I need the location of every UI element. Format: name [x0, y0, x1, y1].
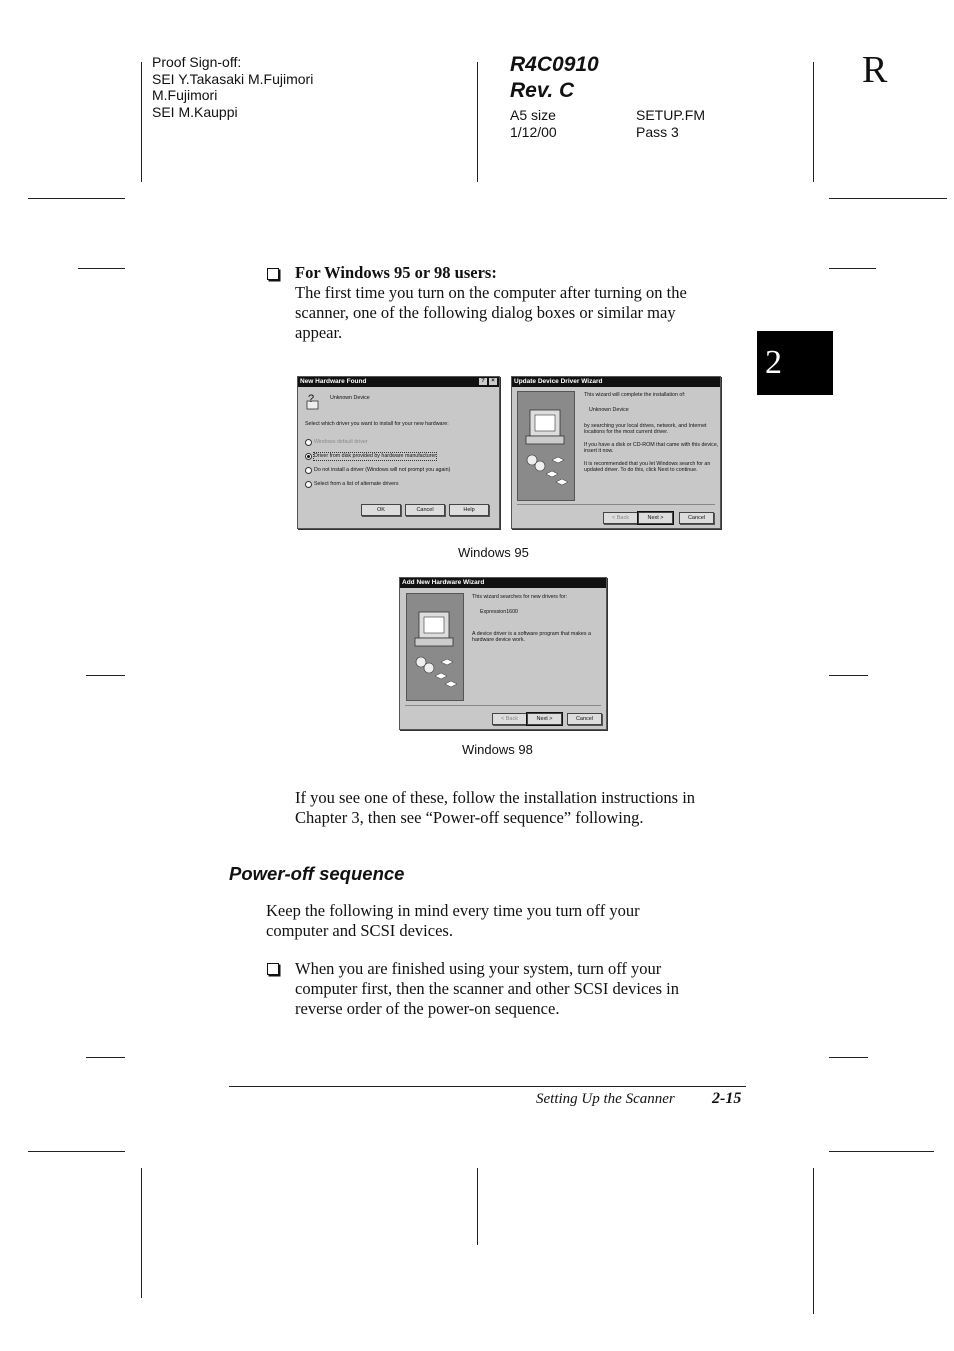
- computer-cd-icon: [518, 392, 574, 500]
- wizard-line: If you have a disk or CD-ROM that came with this device,: [584, 442, 719, 448]
- divider: [405, 705, 601, 706]
- doc-pass: Pass 3: [636, 123, 679, 140]
- crop-mark: [829, 1151, 934, 1152]
- doc-meta-right: [636, 107, 705, 140]
- radio-default-driver[interactable]: [305, 439, 312, 446]
- crop-mark: [829, 268, 876, 269]
- crop-mark: [813, 62, 814, 182]
- footer-title: Setting Up the Scanner: [536, 1091, 675, 1107]
- doc-meta-left: [510, 107, 557, 140]
- doc-code: R4C0910: [510, 53, 599, 76]
- footer-rule: [229, 1086, 746, 1087]
- help-icon[interactable]: ?: [479, 378, 487, 385]
- question-device-icon: [304, 393, 320, 411]
- followup-line: Chapter 3, then see “Power-off sequence” following.: [295, 808, 644, 827]
- wizard-line: This wizard will complete the installation of:: [584, 392, 686, 398]
- radio-disk-driver[interactable]: [305, 453, 312, 460]
- doc-id: [510, 52, 599, 104]
- proof-line: M.Fujimori: [152, 87, 218, 103]
- followup-paragraph: [295, 788, 755, 828]
- dialog-title: Update Device Driver Wizard: [512, 377, 720, 387]
- crop-mark: [477, 62, 478, 182]
- proof-line: SEI Y.Takasaki M.Fujimori: [152, 70, 314, 87]
- section-paragraph: [266, 901, 746, 941]
- dialog-titlebar: [298, 377, 499, 387]
- checkbox-bullet-icon: [267, 963, 279, 975]
- chapter-tab: 2: [757, 331, 833, 395]
- followup-line: If you see one of these, follow the installation instructions in: [295, 788, 696, 807]
- wizard-line: It is recommended that you let Windows search for an: [584, 461, 711, 467]
- bullet-paragraph: [295, 959, 755, 1019]
- svg-text:?: ?: [308, 393, 315, 405]
- cancel-button[interactable]: Cancel: [405, 504, 445, 516]
- dialog-title: New Hardware Found: [300, 378, 367, 385]
- wizard-line: hardware device work.: [472, 637, 525, 643]
- crop-mark: [141, 1168, 142, 1298]
- wizard-line: updated driver. To do this, click Next to continue.: [584, 467, 698, 473]
- divider: [517, 504, 715, 505]
- bullet-line: When you are finished using your system, turn off your: [295, 959, 662, 978]
- option-label: Windows default driver: [314, 439, 368, 445]
- option-label: Driver from disk provided by hardware manufacturer: [314, 453, 437, 459]
- proof-line: Proof Sign-off:: [152, 54, 242, 70]
- next-button[interactable]: Next >: [638, 512, 673, 524]
- crop-mark: [78, 268, 125, 269]
- crop-mark: [829, 1057, 868, 1058]
- back-button[interactable]: < Back: [492, 713, 527, 725]
- option-label: Do not install a driver (Windows will not prompt you again): [314, 467, 451, 473]
- bullet-line: reverse order of the power-on sequence.: [295, 999, 560, 1018]
- intro-line: scanner, one of the following dialog boxes or similar may: [295, 303, 676, 322]
- crop-mark: [141, 62, 142, 182]
- crop-mark: [28, 198, 125, 199]
- section-line: computer and SCSI devices.: [266, 921, 453, 940]
- option-label: Select from a list of alternate drivers: [314, 481, 399, 487]
- doc-file: SETUP.FM: [636, 107, 705, 123]
- next-button[interactable]: Next >: [527, 713, 562, 725]
- close-icon[interactable]: ×: [489, 378, 497, 385]
- doc-revision: Rev. C: [510, 79, 575, 102]
- wizard-line: by searching your local drives, network, and Internet: [584, 423, 707, 429]
- checkbox-bullet-icon: [267, 268, 279, 280]
- caption-windows-98: Windows 98: [462, 742, 533, 757]
- wizard-line: This wizard searches for new drivers for:: [472, 594, 568, 600]
- update-driver-wizard: [511, 376, 721, 529]
- add-hardware-wizard: [399, 577, 607, 730]
- intro-line: appear.: [295, 323, 343, 342]
- dialog-title: Add New Hardware Wizard: [400, 578, 606, 588]
- section-line: Keep the following in mind every time you turn off your: [266, 901, 640, 920]
- crop-mark: [86, 1057, 125, 1058]
- crop-mark: [829, 675, 868, 676]
- doc-date: 1/12/00: [510, 123, 557, 140]
- bullet-line: computer first, then the scanner and other SCSI devices in: [295, 979, 679, 998]
- cancel-button[interactable]: Cancel: [567, 713, 602, 725]
- ok-button[interactable]: OK: [361, 504, 401, 516]
- wizard-line: locations for the most current driver.: [584, 429, 669, 435]
- crop-mark: [477, 1168, 478, 1245]
- caption-windows-95: Windows 95: [458, 545, 529, 560]
- proof-signoff: [152, 54, 313, 120]
- page-size: A5 size: [510, 107, 556, 123]
- radio-no-driver[interactable]: [305, 467, 312, 474]
- wizard-line: Unknown Device: [589, 407, 629, 413]
- driver-prompt: Select which driver you want to install for your new hardware:: [305, 421, 449, 427]
- computer-cd-icon: [407, 594, 463, 700]
- wizard-image: [517, 391, 575, 501]
- wizard-line: A device driver is a software program that makes a: [472, 631, 591, 637]
- crop-mark: [86, 675, 125, 676]
- back-button[interactable]: < Back: [603, 512, 638, 524]
- section-heading: Power-off sequence: [229, 863, 405, 884]
- intro-label: For Windows 95 or 98 users:: [295, 263, 497, 282]
- new-hardware-dialog: [297, 376, 500, 529]
- proof-line: SEI M.Kauppi: [152, 103, 238, 120]
- radio-alternate-driver[interactable]: [305, 481, 312, 488]
- wizard-line: insert it now.: [584, 448, 614, 454]
- wizard-line: Expression1600: [480, 609, 518, 615]
- crop-mark: [829, 198, 947, 199]
- crop-mark: [813, 1168, 814, 1314]
- device-name: Unknown Device: [330, 395, 370, 401]
- crop-mark: [28, 1151, 125, 1152]
- page-number: 2-15: [712, 1090, 742, 1107]
- wizard-image: [406, 593, 464, 701]
- intro-line: The first time you turn on the computer after turning on the: [295, 283, 687, 302]
- corner-letter: R: [862, 49, 888, 91]
- help-button[interactable]: Help: [449, 504, 489, 516]
- cancel-button[interactable]: Cancel: [679, 512, 714, 524]
- intro-block: [295, 263, 755, 343]
